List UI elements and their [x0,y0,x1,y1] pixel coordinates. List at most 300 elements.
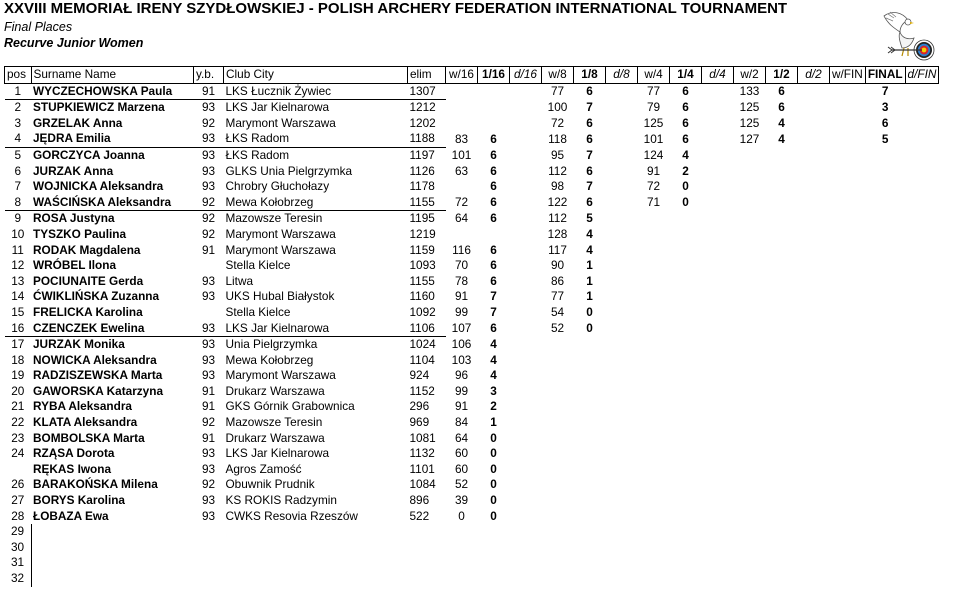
row-w4-score [638,289,670,305]
row-dfin [905,100,939,116]
row-dfin [905,524,939,540]
row-d4 [702,116,734,132]
row-1-16-result [478,116,510,132]
row-d16 [510,211,542,227]
row-final-result [865,431,905,447]
row-d16 [510,524,542,540]
row-position: 28 [11,508,25,523]
row-wfin-score [830,179,866,195]
table-row [5,571,939,587]
row-surname-name: BORYS Karolina [33,493,125,508]
row-1-2-result [766,164,798,180]
row-dfin [905,353,939,369]
row-wfin-score [830,321,866,337]
row-d8 [606,477,638,493]
table-row [5,399,939,415]
row-year-of-birth: 93 [201,100,216,115]
row-position: 21 [11,399,25,414]
row-d2 [798,147,830,163]
row-d2 [798,289,830,305]
row-w16-score: 103 [451,352,472,367]
row-1-16-result: 3 [490,383,497,398]
table-row [5,179,939,195]
row-elim-score: 924 [409,368,430,383]
row-w16-score: 72 [454,195,469,209]
row-d8 [606,555,638,571]
row-1-16-result: 4 [490,336,497,351]
row-d8 [606,509,638,525]
row-d8 [606,493,638,509]
row-surname-name: GAWORSKA Katarzyna [33,383,164,398]
row-d16 [510,477,542,493]
row-dfin [905,147,939,163]
row-1-8-result [574,353,606,369]
row-dfin [905,477,939,493]
row-w2-score [734,524,766,540]
row-elim-score: 1152 [409,383,435,398]
row-final-result [865,493,905,509]
row-d4 [702,524,734,540]
row-position: 1 [5,83,32,100]
row-position: 23 [11,430,25,445]
row-1-8-result: 7 [586,179,593,194]
row-w8-score: 112 [548,211,567,226]
row-surname-name: STUPKIEWICZ Marzena [33,100,165,115]
row-elim-score [408,555,446,571]
row-1-16-result: 6 [490,131,497,146]
row-final-result [865,321,905,337]
row-w2-score [734,415,766,431]
row-dfin [905,195,939,211]
row-final-result: 7 [881,83,889,98]
row-w8-score: 128 [547,226,568,241]
row-elim-score: 522 [409,508,430,523]
table-row [5,509,939,525]
row-w4-score [638,353,670,369]
row-club-city [224,555,408,571]
row-position: 24 [11,446,25,461]
row-1-2-result [766,179,798,195]
col-dfin: d/FIN [905,67,939,84]
row-surname-name: RĘKAS Iwona [33,461,111,476]
row-final-result [865,274,905,290]
row-dfin [905,446,939,462]
row-dfin [905,384,939,400]
results-body [5,83,939,587]
row-1-16-result: 6 [490,147,497,162]
row-1-8-result [574,493,606,509]
row-1-2-result [766,477,798,493]
row-1-2-result [766,415,798,431]
row-w4-score [638,555,670,571]
row-final-result [865,399,905,415]
row-1-16-result: 1 [490,415,497,430]
row-d4 [702,493,734,509]
table-row [5,493,939,509]
row-w8-score: 77 [550,83,565,98]
row-1-2-result: 4 [778,115,785,130]
row-elim-score: 1188 [408,131,446,147]
row-1-8-result: 6 [586,115,593,130]
row-1-4-result [670,353,702,369]
row-elim-score: 1092 [409,304,436,319]
table-row [5,258,939,274]
row-elim-score: 1212 [409,100,436,115]
row-1-8-result [574,555,606,571]
row-w8-score: 86 [550,273,565,288]
row-year-of-birth: 91 [201,399,216,414]
table-header-row [5,67,939,84]
row-w4-score [638,415,670,431]
row-1-16-result [478,100,510,116]
row-1-2-result [766,431,798,447]
row-final-result [865,243,905,259]
row-w16-score [446,227,478,243]
row-w4-score: 125 [643,115,664,130]
row-w2-score [734,462,766,478]
row-w2-score [734,446,766,462]
row-d8 [606,227,638,243]
row-1-2-result [766,399,798,415]
row-d4 [702,415,734,431]
table-row [5,195,939,211]
row-year-of-birth: 92 [194,195,224,211]
row-d8 [606,431,638,447]
row-1-8-result [574,368,606,384]
col-1-2: 1/2 [766,67,798,84]
row-elim-score [408,524,446,540]
row-position: 8 [5,195,32,211]
row-surname-name [31,571,194,587]
row-d8 [606,100,638,116]
row-elim-score: 1106 [408,321,446,337]
row-1-2-result [766,493,798,509]
row-surname-name: GRZELAK Anna [33,115,123,130]
col-w4: w/4 [638,67,670,84]
row-w4-score [638,337,670,353]
row-d16 [510,493,542,509]
row-d2 [798,337,830,353]
row-surname-name: RZĄSA Dorota [33,446,115,461]
row-w4-score [638,462,670,478]
row-final-result [865,555,905,571]
row-position: 17 [11,337,25,352]
table-row [5,164,939,180]
row-w16-score: 60 [454,461,469,476]
row-year-of-birth: 93 [201,446,216,461]
row-1-4-result: 6 [682,83,689,98]
row-w2-score: 125 [739,115,760,130]
row-1-16-result: 4 [490,352,497,367]
row-year-of-birth: 91 [194,83,224,100]
row-wfin-score [830,477,866,493]
row-d16 [510,147,542,163]
row-club-city: Marymont Warszawa [225,368,336,383]
row-elim-score: 1197 [409,147,435,162]
table-row [5,83,939,100]
row-1-4-result: 0 [682,179,689,194]
row-surname-name: WOJNICKA Aleksandra [33,179,164,194]
row-d16 [510,195,542,211]
row-club-city: LKS Łucznik Żywiec [224,83,408,100]
row-w8-score: 112 [548,163,567,178]
row-d4 [702,509,734,525]
row-wfin-score [830,493,866,509]
row-w2-score [734,555,766,571]
row-wfin-score [830,211,866,227]
row-w4-score [638,477,670,493]
row-year-of-birth: 92 [201,415,216,430]
col-1-8: 1/8 [574,67,606,84]
row-1-8-result [574,415,606,431]
row-d16 [510,446,542,462]
row-1-4-result [670,384,702,400]
row-dfin [905,399,939,415]
row-d4 [702,274,734,290]
row-d16 [510,131,542,147]
row-position: 27 [11,493,25,508]
row-w16-score: 106 [451,336,472,351]
row-d4 [702,399,734,415]
final-places-table [4,66,939,587]
row-w4-score: 91 [646,163,661,178]
row-elim-score: 1307 [408,83,446,100]
row-final-result [865,258,905,274]
row-d4 [702,446,734,462]
row-w16-score: 64 [454,430,469,445]
row-position: 22 [11,415,25,430]
row-wfin-score [830,555,866,571]
row-surname-name: RADZISZEWSKA Marta [33,368,163,383]
row-position: 16 [5,321,32,337]
row-d4 [702,305,734,321]
row-1-4-result [670,509,702,525]
row-w4-score [638,509,670,525]
row-w4-score [638,524,670,540]
row-1-16-result: 0 [490,493,497,508]
row-d2 [798,555,830,571]
table-row [5,243,939,259]
row-year-of-birth: 93 [201,337,216,352]
row-position: 26 [11,477,25,492]
row-final-result [865,289,905,305]
row-d8 [606,274,638,290]
row-w8-score [542,540,574,556]
row-w16-score [446,555,478,571]
row-w16-score: 116 [452,242,471,257]
row-year-of-birth: 93 [201,352,216,367]
row-1-8-result: 1 [586,273,593,288]
row-elim-score: 1159 [409,242,435,257]
row-dfin [905,131,939,147]
table-row [5,431,939,447]
row-d4 [702,337,734,353]
row-1-16-result: 6 [490,195,497,209]
table-row [5,100,939,116]
row-1-4-result [670,540,702,556]
row-d8 [606,368,638,384]
row-d2 [798,462,830,478]
row-1-8-result: 4 [586,226,593,241]
row-d16 [510,100,542,116]
row-elim-score: 1155 [408,195,446,211]
row-1-4-result: 6 [682,115,689,130]
row-w4-score [638,227,670,243]
row-d2 [798,243,830,259]
col-surname-name: Surname Name [31,67,194,84]
row-w8-score: 52 [550,320,565,335]
row-d2 [798,258,830,274]
row-year-of-birth: 93 [201,273,216,288]
row-d2 [798,524,830,540]
row-year-of-birth: 92 [201,226,216,241]
row-d16 [510,415,542,431]
row-d8 [606,164,638,180]
row-d4 [702,289,734,305]
row-1-16-result [478,524,510,540]
col-w8: w/8 [542,67,574,84]
row-1-2-result [766,446,798,462]
row-1-4-result [670,274,702,290]
row-d8 [606,116,638,132]
row-position: 3 [14,115,22,130]
row-d2 [798,446,830,462]
row-d2 [798,477,830,493]
col-year-of-birth: y.b. [194,67,224,84]
row-d16 [510,353,542,369]
row-w4-score [638,384,670,400]
row-1-4-result [670,477,702,493]
row-w4-score [638,274,670,290]
row-1-16-result: 4 [490,368,497,383]
row-elim-score: 1081 [409,430,436,445]
row-1-16-result: 2 [490,399,497,414]
row-dfin [905,462,939,478]
row-final-result [865,227,905,243]
row-dfin [905,337,939,353]
row-year-of-birth [194,555,224,571]
row-surname-name: ROSA Justyna [33,211,115,226]
row-1-2-result [766,305,798,321]
row-w8-score [542,446,574,462]
row-w16-score: 64 [454,211,469,226]
row-d2 [798,415,830,431]
row-w2-score [734,477,766,493]
col-club-city: Club City [224,67,408,84]
row-d4 [702,555,734,571]
row-w8-score [542,368,574,384]
row-club-city: ŁKS Radom [225,147,290,162]
row-year-of-birth: 92 [201,115,216,130]
row-1-2-result [766,289,798,305]
row-d2 [798,274,830,290]
row-w4-score [638,431,670,447]
row-w8-score: 118 [548,131,567,146]
row-d2 [798,211,830,227]
row-dfin [905,509,939,525]
col-w16: w/16 [446,67,478,84]
row-dfin [905,555,939,571]
row-d16 [510,337,542,353]
row-club-city: LKS Jar Kielnarowa [225,446,330,461]
row-w16-score: 101 [451,147,472,162]
row-d2 [798,164,830,180]
row-1-8-result: 7 [586,99,593,114]
row-position: 32 [5,571,32,587]
table-row [5,524,939,540]
row-elim-score: 1155 [409,273,435,288]
row-d4 [702,353,734,369]
row-d2 [798,384,830,400]
row-d8 [606,147,638,163]
row-1-8-result [574,446,606,462]
row-1-16-result: 0 [490,446,497,461]
row-final-result: 5 [881,131,889,146]
row-1-8-result [574,384,606,400]
row-final-result [865,179,905,195]
row-surname-name [31,540,194,556]
row-wfin-score [830,227,866,243]
row-w16-score: 96 [454,368,469,383]
row-w16-score [446,524,478,540]
row-w16-score: 83 [454,131,469,146]
row-d4 [702,384,734,400]
row-d2 [798,83,830,100]
row-club-city: Stella Kielce [225,258,291,273]
row-club-city: Chrobry Głuchołazy [225,179,330,194]
row-wfin-score [830,289,866,305]
row-year-of-birth [194,524,224,540]
row-1-8-result [574,509,606,525]
row-position: 20 [11,383,25,398]
row-1-4-result: 6 [682,99,689,114]
row-w2-score [734,243,766,259]
row-1-8-result [574,399,606,415]
row-year-of-birth: 93 [194,131,224,147]
row-1-8-result: 0 [586,320,593,335]
row-w4-score [638,493,670,509]
row-d8 [606,305,638,321]
row-d16 [510,243,542,259]
row-final-result [865,147,905,163]
row-w2-score [734,274,766,290]
row-wfin-score [830,384,866,400]
row-elim-score: 296 [409,399,430,414]
row-surname-name: BARAKOŃSKA Milena [33,477,158,492]
row-dfin [905,431,939,447]
row-surname-name: BOMBOLSKA Marta [33,430,145,445]
row-year-of-birth: 93 [201,289,216,304]
row-club-city: Drukarz Warszawa [225,430,325,445]
row-w2-score: 125 [739,99,760,114]
row-dfin [905,493,939,509]
row-1-16-result: 6 [490,211,497,226]
row-club-city: Agros Zamość [225,461,302,476]
row-dfin [905,227,939,243]
row-elim-score: 969 [409,415,430,430]
row-1-16-result: 6 [490,320,497,335]
row-1-4-result: 6 [682,131,689,146]
row-final-result [865,337,905,353]
row-d4 [702,164,734,180]
row-d8 [606,446,638,462]
row-club-city: UKS Hubal Białystok [225,289,335,304]
row-1-16-result: 0 [490,477,497,492]
row-position: 7 [14,179,22,194]
table-row [5,353,939,369]
row-1-16-result: 6 [490,163,497,178]
row-year-of-birth [194,540,224,556]
